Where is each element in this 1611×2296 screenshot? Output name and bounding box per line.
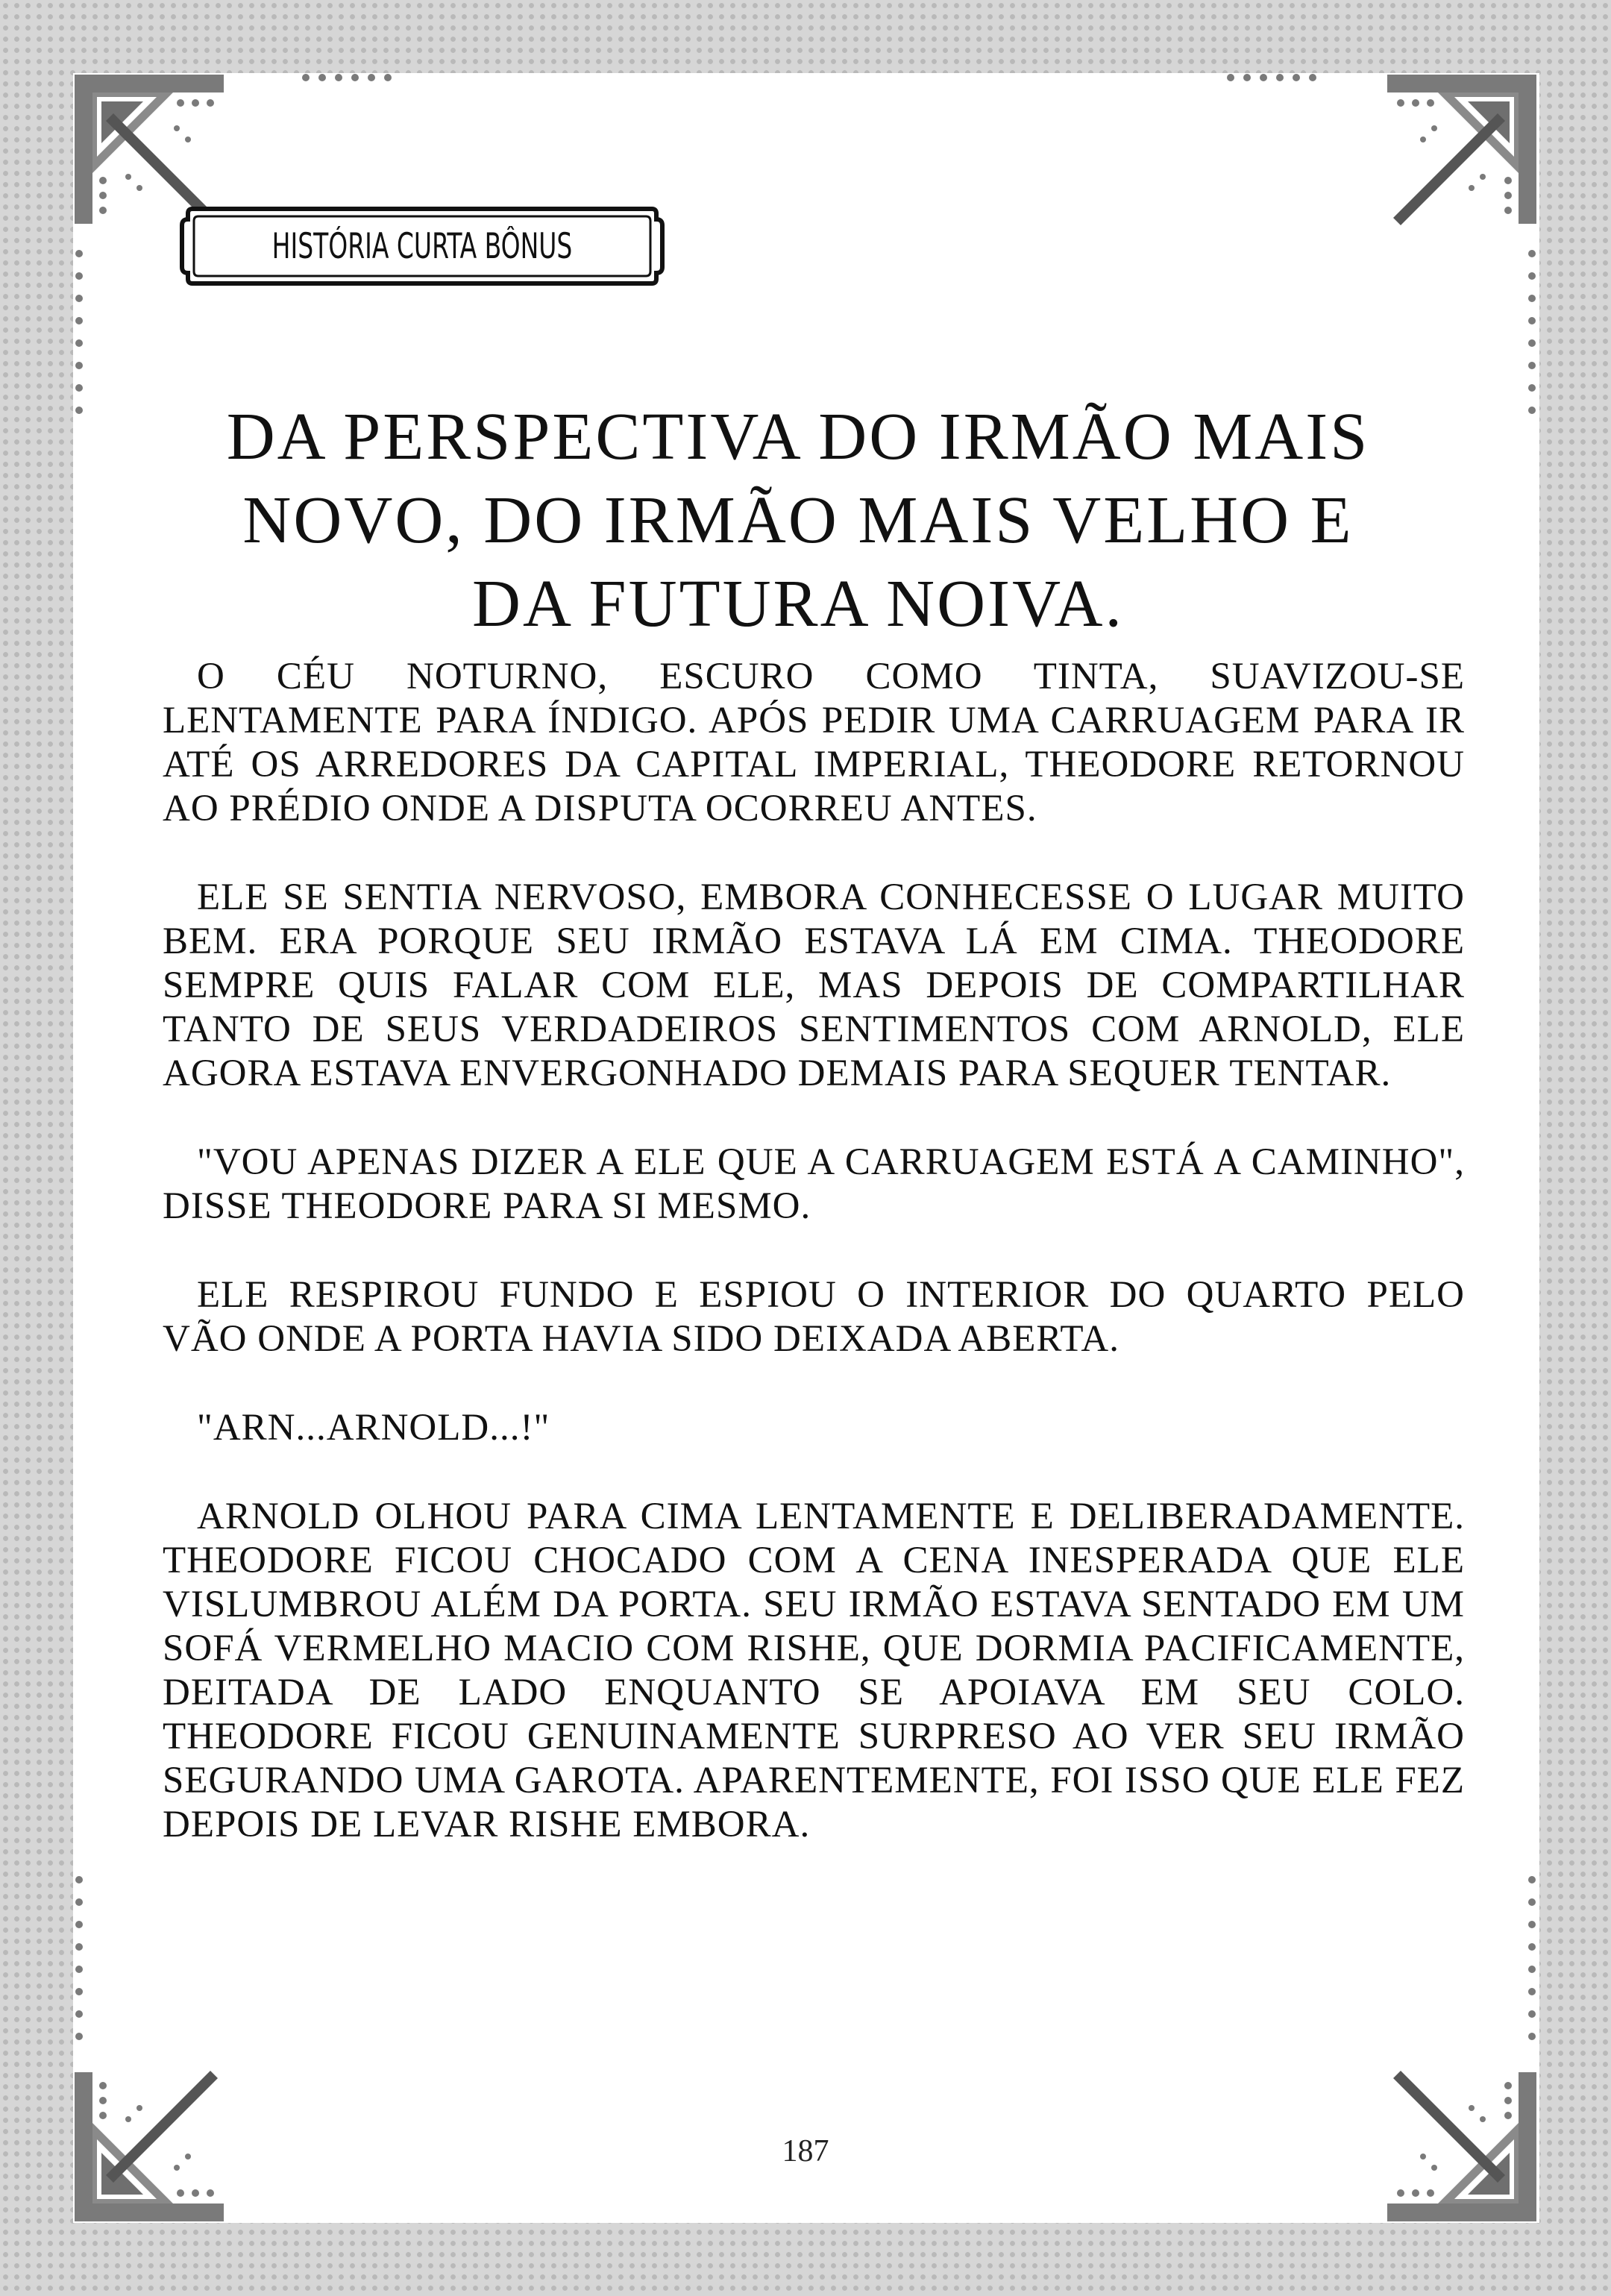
paragraph: "ARN...ARNOLD...!" [197, 1407, 550, 1449]
paragraph: ARNOLD OLHOU PARA CIMA LENTAMENTE E DELIBERADAMENTE. THEODORE FICOU CHOCADO COM A CENA INESPERADA QUE ELE VISLUMBROU ALÉM DA PORTA. SEU IRMÃO ESTAVA SENTADO EM UM SOFÁ VERMELHO MACIO COM RISHE, QUE DORMIA PACIFICAMENTE, DEITADA DE LADO ENQUANTO SE APOIAVA EM SEU COLO. THEODORE FICOU GENUINAMENTE SURPRESO AO VER SEU IRMÃO SEGURANDO UMA GAROTA. APARENTEMENTE, FOI ISSO QUE ELE FEZ DEPOIS DE LEVAR RISHE EMBORA. [163, 1496, 1465, 1845]
chapter-title-line: DA FUTURA NOIVA. [472, 567, 1124, 641]
right-dot-rule-bottom [1524, 1872, 1539, 2044]
paragraph: ELE SE SENTIA NERVOSO, EMBORA CONHECESSE O LUGAR MUITO BEM. ERA PORQUE SEU IRMÃO ESTAVA LÁ EM CIMA. THEODORE SEMPRE QUIS FALAR COM ELE, MAS DEPOIS DE COMPARTILHAR TANTO DE SEUS VERDADEIROS SENTIMENTOS COM ARNOLD, ELE AGORA ESTAVA ENVERGONHADO DEMAIS PARA SEQUER TENTAR. [163, 876, 1465, 1094]
story-body [163, 655, 1465, 1892]
paragraph: O CÉU NOTURNO, ESCURO COMO TINTA, SUAVIZOU-SE LENTAMENTE PARA ÍNDIGO. APÓS PEDIR UMA CARRUAGEM PARA IR ATÉ OS ARREDORES DA CAPITAL IMPERIAL, THEODORE RETORNOU AO PRÉDIO ONDE A DISPUTA OCORREU ANTES. [163, 656, 1465, 829]
chapter-title-line: DA PERSPECTIVA DO IRMÃO MAIS [226, 400, 1370, 474]
right-dot-rule-top [1524, 246, 1539, 418]
left-dot-rule-bottom [72, 1872, 87, 2044]
paragraph: "VOU APENAS DIZER A ELE QUE A CARRUAGEM ESTÁ A CAMINHO", DISSE THEODORE PARA SI MESMO. [163, 1141, 1465, 1227]
top-left-dot-rule [298, 70, 395, 85]
chapter-title-line: NOVO, DO IRMÃO MAIS VELHO E [242, 483, 1354, 557]
section-tag [179, 206, 665, 286]
corner-ornament-bottom-right [1363, 2048, 1542, 2227]
paragraph: ELE RESPIROU FUNDO E ESPIOU O INTERIOR DO QUARTO PELO VÃO ONDE A PORTA HAVIA SIDO DEIXADA ABERTA. [163, 1274, 1465, 1360]
corner-ornament-top-right [1363, 69, 1542, 248]
section-tag-label: HISTÓRIA CURTA BÔNUS [271, 225, 573, 267]
corner-ornament-bottom-left [69, 2048, 248, 2227]
top-right-dot-rule [1223, 70, 1320, 85]
page-number: 187 [782, 2134, 829, 2168]
left-dot-rule-top [72, 246, 87, 418]
chapter-title [186, 395, 1410, 646]
